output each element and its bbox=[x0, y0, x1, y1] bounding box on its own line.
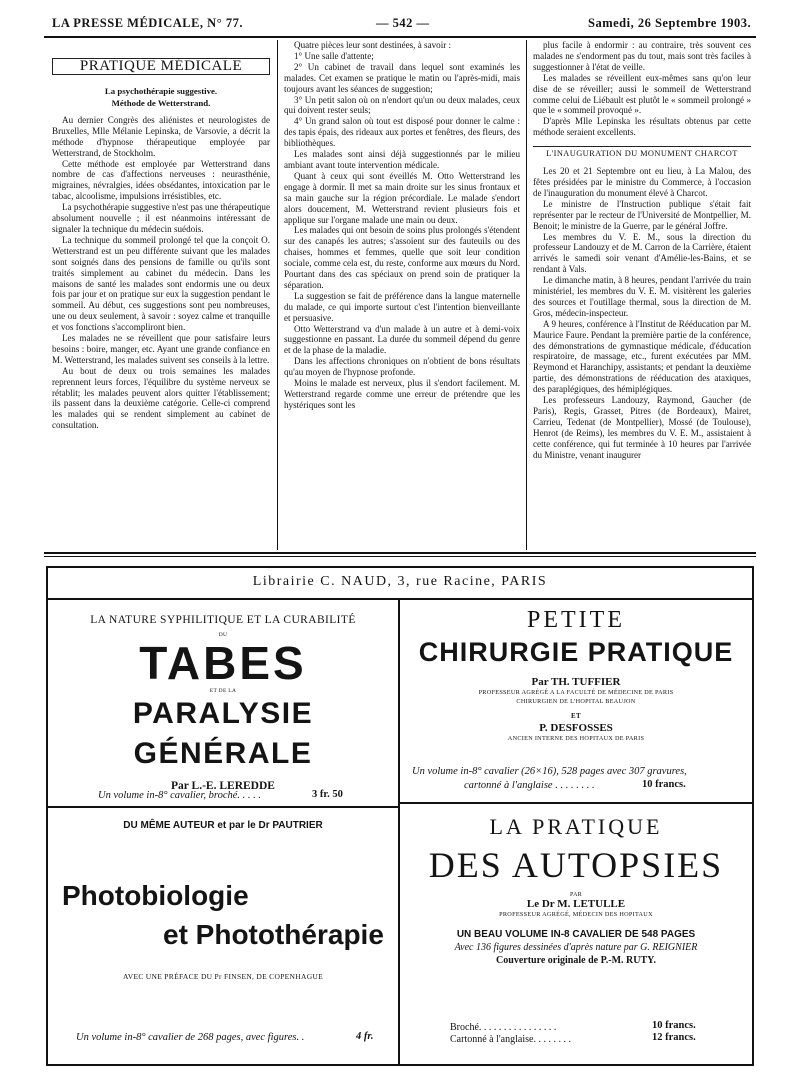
paragraph: La suggestion se fait de préférence dans la langue maternelle du malade, ce qui importe surtout c'est l'intention bienveillante et persuasive. bbox=[284, 290, 520, 323]
ad-separator-2 bbox=[44, 556, 756, 557]
ad-auto-author-desc: PROFESSEUR AGRÉGÉ, MÉDECIN DES HOPITAUX bbox=[499, 911, 653, 918]
paragraph: Les malades se réveillent eux-mêmes sans qu'on leur dise de se réveiller; aussi le sommeil de Wetterstrand comme celui de Liébault est plutôt le « sommeil prolongé » que le « sommeil provoqué ». bbox=[533, 72, 751, 116]
paragraph: Au bout de deux ou trois semaines les malades reprennent leurs forces, l'équilibre du système nerveux se rétablit; les malades peuvent alors quitter l'établissement; ils passent dans la deuxième catégorie. Celle-ci comprend les malades qui se rendent simplement au cabinet de consultation. bbox=[52, 365, 270, 431]
journal-header: LA PRESSE MÉDICALE, N° 77. bbox=[52, 16, 243, 30]
column-2 bbox=[284, 40, 520, 546]
ad-tabes-title: TABES bbox=[139, 637, 307, 689]
paragraph: Les malades sont ainsi déjà suggestionnés par le milieu ambiant avant toute intervention médicale. bbox=[284, 149, 520, 170]
header-rule bbox=[44, 36, 756, 38]
paragraph: Cette méthode est employée par Wetterstrand dans nombre de cas d'affections nerveuses : neurasthénie, migraines, névralgies, idées obsédantes, intoxication par le tabac, alcoolisme, impulsions irrésistibles, etc. bbox=[52, 158, 270, 202]
ad-tabes-du: DU bbox=[218, 632, 228, 638]
page-number: — 542 — bbox=[376, 16, 430, 30]
ad-chir-author2-desc: ANCIEN INTERNE DES HOPITAUX DE PARIS bbox=[507, 735, 645, 742]
paragraph: Les malades ne se réveillent que pour satisfaire leurs besoins : boire, manger, etc. Ayant une grande confiance en M. Wetterstrand, les malades suivent ses conseils à la lettre. bbox=[52, 333, 270, 365]
ad-right-divider bbox=[399, 802, 752, 804]
ad-auto-title2: DES AUTOPSIES bbox=[428, 845, 724, 885]
paragraph: D'après Mlle Lepinska les résultats obtenus par cette méthode seraient excellents. bbox=[533, 116, 751, 138]
ad-tabes-author: Par L.-E. LEREDDE bbox=[171, 780, 275, 792]
ad-auto-broche-price: 10 francs. bbox=[652, 1020, 696, 1031]
ad-chir-title1: PETITE bbox=[527, 607, 625, 633]
ad-auto-title1: LA PRATIQUE bbox=[489, 814, 663, 839]
column-1 bbox=[52, 58, 270, 546]
ad-auto-author: Le Dr M. LETULLE bbox=[526, 898, 626, 910]
ad-chir-et: ET bbox=[571, 712, 581, 720]
article-subtitle: La psychothérapie suggestive. bbox=[104, 85, 218, 96]
ad-chir-title2: CHIRURGIE PRATIQUE bbox=[418, 637, 734, 667]
ad-chir-author2: P. DESFOSSES bbox=[539, 722, 613, 734]
ad-photo-title2: et Photothérapie bbox=[163, 919, 384, 950]
ad-auto-par: PAR bbox=[569, 892, 583, 898]
paragraph: 1° Une salle d'attente; bbox=[294, 50, 374, 61]
article-subtitle-2: Méthode de Wetterstrand. bbox=[111, 97, 211, 108]
paragraph: Otto Wetterstrand va d'un malade à un autre et à demi-voix suggestionne en passant. La durée du sommeil dépend du genre et de la phase de la maladie. bbox=[284, 323, 520, 356]
paragraph: Au dernier Congrès des aliénistes et neurologistes de Bruxelles, Mlle Mélanie Lepinska, de Varsovie, a décrit la méthode d'hypnose thérapeutique employée par Wetterstrand, de Stockholm. bbox=[52, 114, 270, 158]
ad-tabes-line1: LA NATURE SYPHILITIQUE ET LA CURABILITÉ bbox=[90, 614, 356, 626]
paragraph: 3° Un petit salon où on n'endort qu'un ou deux malades, ceux qui doivent rester seuls; bbox=[284, 94, 520, 116]
ad-chir-author1-desc2: CHIRURGIEN DE L'HOPITAL BEAUJON bbox=[516, 698, 636, 705]
ad-photo-volume: Un volume in-8° cavalier de 268 pages, avec figures. . bbox=[76, 1032, 305, 1043]
ad-tabes-price: 3 fr. 50 bbox=[312, 789, 343, 800]
section-rule bbox=[533, 146, 751, 147]
paragraph: Le ministre de l'Instruction publique s'était fait représenter par le recteur de l'Université de Montpellier, M. Benoit; le ministre de la Guerre, par le général Joffre. bbox=[533, 198, 751, 231]
ad-auto-cartonne-label: Cartonné à l'anglaise. . . . . . . . bbox=[450, 1034, 571, 1045]
ad-autopsies bbox=[400, 812, 752, 966]
ad-chir-price: 10 francs. bbox=[642, 779, 686, 790]
ad-chir-author1-desc1: PROFESSEUR AGRÉGÉ A LA FACULTÉ DE MÉDECINE DE PARIS bbox=[478, 689, 674, 696]
ad-photo-line1: DU MÊME AUTEUR et par le Dr PAUTRIER bbox=[123, 820, 323, 831]
paragraph: Moins le malade est nerveux, plus il s'endort facilement. M. Wetterstrand regarde comme une erreur de prétendre que les hystériques sont les bbox=[284, 378, 520, 410]
paragraph: La psychothérapie suggestive n'est pas une thérapeutique absolument nouvelle ; il est néanmoins intéressant de signaler la technique du médecin suédois. bbox=[52, 202, 270, 234]
ad-tabes-title2: PARALYSIE GÉNÉRALE bbox=[132, 697, 314, 770]
ad-separator bbox=[44, 552, 756, 554]
ad-tabes bbox=[48, 614, 398, 792]
publisher-line: Librairie C. NAUD, 3, rue Racine, PARIS bbox=[252, 574, 548, 589]
paragraph: 2° Un cabinet de travail dans lequel sont examinés les malades. Cet examen se pratique le matin ou l'après-midi, mais toujours avant les séances de suggestion; bbox=[284, 61, 520, 94]
ad-photo-title1: Photobiologie bbox=[62, 880, 249, 911]
paragraph: Les professeurs Landouzy, Raymond, Gaucher (de Paris), Regis, Grasset, Pitres (de Bordeaux), Mairet, Carrieu, Tedenat (de Montpellier), Mossé (de Toulouse), Henrot (de Reims), les membres du V. E. M., assistaient à cette conférence, qui fut terminée à 10 heures par l'arrivée du Ministre, venant inaugurer bbox=[533, 395, 751, 460]
issue-date: Samedi, 26 Septembre 1903. bbox=[588, 16, 752, 30]
ad-auto-volume: UN BEAU VOLUME IN-8 CAVALIER DE 548 PAGES bbox=[456, 929, 696, 940]
ad-auto-figures: Avec 136 figures dessinées d'après nature par G. REIGNIER bbox=[454, 942, 698, 953]
paragraph: A 9 heures, conférence à l'Institut de Rééducation par M. Maurice Faure. Pendant la première partie de la conférence, des démonstrations de gymnastique médicale, d'éducation respiratoire, de massage, etc., furent exécutées par MM. Reymond et Haranchipy, assistants; et pendant la deuxième partie, des démonstrations de rééducation des ataxiques, des paraplégiques, des hémiplégiques. bbox=[533, 318, 751, 395]
paragraph: Le dimanche matin, à 8 heures, pendant l'arrivée du train ministériel, les membres du V. E. M. visitèrent les galeries des sources et l'outillage thermal, sous la direction de M. Gros, médecin-inspecteur. bbox=[533, 275, 751, 318]
paragraph: Les 20 et 21 Septembre ont eu lieu, à La Malou, des fêtes présidées par le ministre du Commerce, à l'occasion de l'inauguration du monument élevé à Charcot. bbox=[533, 166, 751, 198]
paragraph: Les membres du V. E. M., sous la direction du professeur Landouzy et de M. Carron de la Carrière, étaient arrivés le samedi soir venant d'Amélie-les-Bains, et se rendant à Vals. bbox=[533, 231, 751, 275]
ad-chir-author1: Par TH. TUFFIER bbox=[531, 676, 621, 688]
ad-tabes-volume: Un volume in-8° cavalier, broché. . . . . bbox=[98, 790, 262, 801]
paragraph: plus facile à endormir : au contraire, très souvent ces malades ne s'endorment pas du tout, mais sont très faciles à suggestionner à l'état de veille. bbox=[533, 40, 751, 72]
ad-photo-preface: AVEC UNE PRÉFACE DU Pr FINSEN, DE COPENHAGUE bbox=[122, 972, 324, 981]
ad-auto-cartonne-price: 12 francs. bbox=[652, 1032, 696, 1043]
paragraph: Quant à ceux qui sont éveillés M. Otto Wetterstrand les engage à dormir. Il met sa main droite sur les sinus frontaux et sa main gauche sur la région précordiale. Le malade s'endort alors doucement, M. Wetterstrand revient plusieurs fois et applique sur l'organe malade une main ou deux. bbox=[284, 170, 520, 225]
ad-chirurgie bbox=[400, 606, 752, 743]
column-divider-1 bbox=[277, 40, 278, 550]
column-divider-2 bbox=[526, 40, 527, 550]
paragraph: Les malades qui ont besoin de soins plus prolongés s'étendent sur des canapés les autres; s'assoient sur des fauteuils ou des chaises, hommes et femmes, quelle que soit leur condition sociale, comme cela est, du reste, conforme aux mœurs du Nord. Pourtant dans des cas spéciaux on prend soin de pratiquer la séparation. bbox=[284, 225, 520, 290]
section-title-charcot: L'INAUGURATION DU MONUMENT CHARCOT bbox=[546, 149, 738, 159]
column-3 bbox=[533, 40, 751, 546]
section-title-pratique: PRATIQUE MÉDICALE bbox=[52, 58, 270, 75]
paragraph: Dans les affections chroniques on n'obtient de bons résultats qu'au moyen de l'hypnose profonde. bbox=[284, 356, 520, 378]
ad-photo-price: 4 fr. bbox=[356, 1031, 374, 1042]
paragraph: Quatre pièces leur sont destinées, à savoir : bbox=[294, 40, 452, 50]
ad-tabes-etdela: ET DE LA bbox=[209, 688, 237, 694]
ad-auto-cover: Couverture originale de P.-M. RUTY. bbox=[496, 955, 656, 966]
publisher-rule bbox=[48, 598, 752, 600]
ad-photobiologie bbox=[48, 820, 398, 831]
ad-auto-broche-label: Broché. . . . . . . . . . . . . . . . bbox=[450, 1022, 557, 1033]
paragraph: La technique du sommeil prolongé tel que la conçoit O. Wetterstrand est un peu différente suivant que les malades sont soignés dans des pensions de famille ou qu'ils sont traités simplement au cabinet du médecin. Dans les maisons de santé les malades sont endormis une ou deux fois par jour et on pratique sur eux la suggestion pendant le sommeil. Au début, ces suggestions sont peu nombreuses, une ou deux seulement, à savoir : soyez calme et tranquille et vos fonctions s'accompliront bien. bbox=[52, 234, 270, 333]
ad-chir-volume2: cartonné à l'anglaise . . . . . . . . bbox=[464, 780, 595, 791]
ad-left-divider bbox=[48, 806, 398, 808]
paragraph: 4° Un grand salon où tout est disposé pour donner le calme : des tapis épais, des rideaux aux portes et fenêtres, des fleurs, des bibliothèques. bbox=[284, 116, 520, 149]
ad-chir-volume1: Un volume in-8° cavalier (26×16), 528 pages avec 307 gravures, bbox=[412, 766, 687, 777]
